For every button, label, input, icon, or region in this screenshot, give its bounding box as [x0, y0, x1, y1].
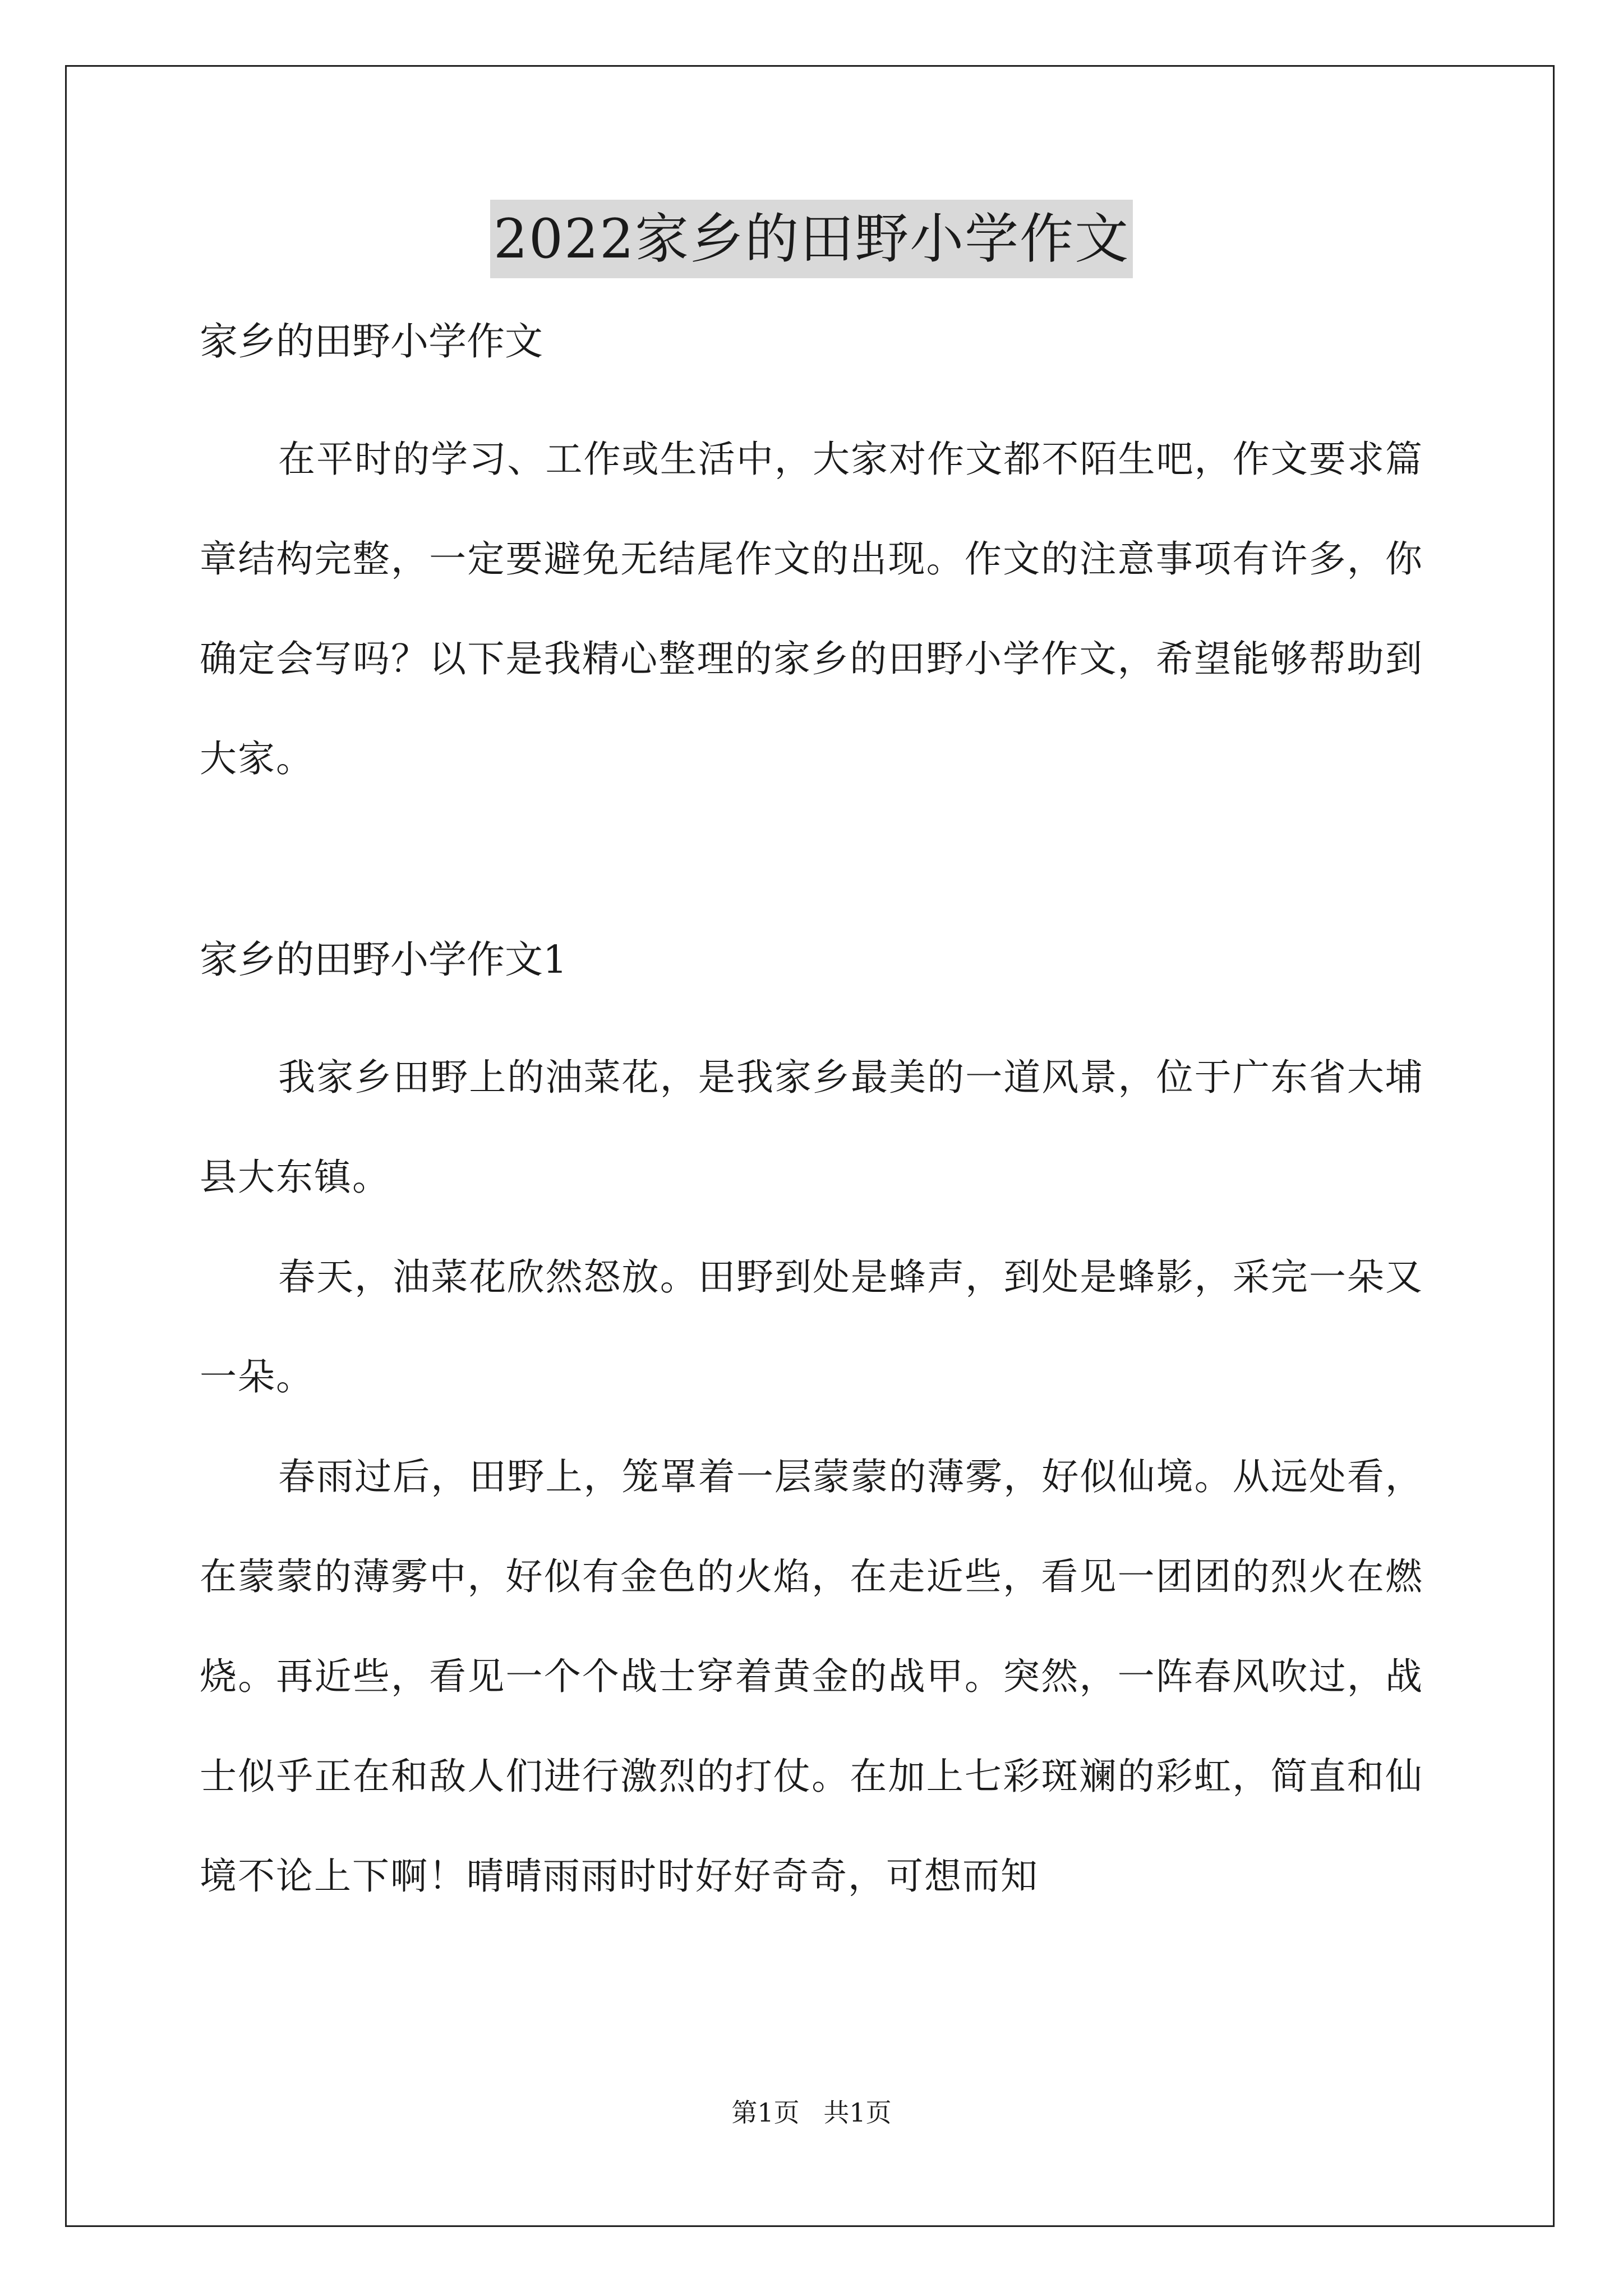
section1-paragraph-2: 春天，油菜花欣然怒放。田野到处是蜂声，到处是蜂影，采完一朵又一朵。	[200, 1255, 1423, 1398]
page-total: 共1页	[823, 2097, 892, 2128]
spacer	[200, 988, 1423, 1028]
section1-heading: 家乡的田野小学作文1	[200, 938, 568, 982]
section1-paragraph-3: 春雨过后，田野上，笼罩着一层蒙蒙的薄雾，好似仙境。从远处看，在蒙蒙的薄雾中，好似有金色的火焰，在走近些，看见一团团的烈火在燃烧。再近些，看见一个个战士穿着黄金的战甲。突然，一阵春风吹过，战士似乎正在和敌人们进行激烈的打仗。在加上七彩斑斓的彩虹，简直和仙境不论上下啊！晴晴雨雨时时好好奇奇，可想而知	[200, 1455, 1423, 1898]
document-body	[200, 314, 1423, 1926]
page-footer	[0, 2096, 1623, 2129]
document-title: 2022家乡的田野小学作文	[490, 200, 1133, 278]
section1-paragraph-1: 我家乡田野上的油菜花，是我家乡最美的一道风景，位于广东省大埔县大东镇。	[200, 1056, 1423, 1199]
title-container	[0, 200, 1623, 278]
subtitle-heading: 家乡的田野小学作文	[200, 320, 543, 364]
spacer	[200, 809, 1423, 932]
page-number: 第1页	[731, 2097, 800, 2128]
intro-paragraph: 在平时的学习、工作或生活中，大家对作文都不陌生吧，作文要求篇章结构完整，一定要避免无结尾作文的出现。作文的注意事项有许多，你确定会写吗？以下是我精心整理的家乡的田野小学作文，希望能够帮助到大家。	[200, 438, 1423, 780]
spacer	[200, 370, 1423, 409]
